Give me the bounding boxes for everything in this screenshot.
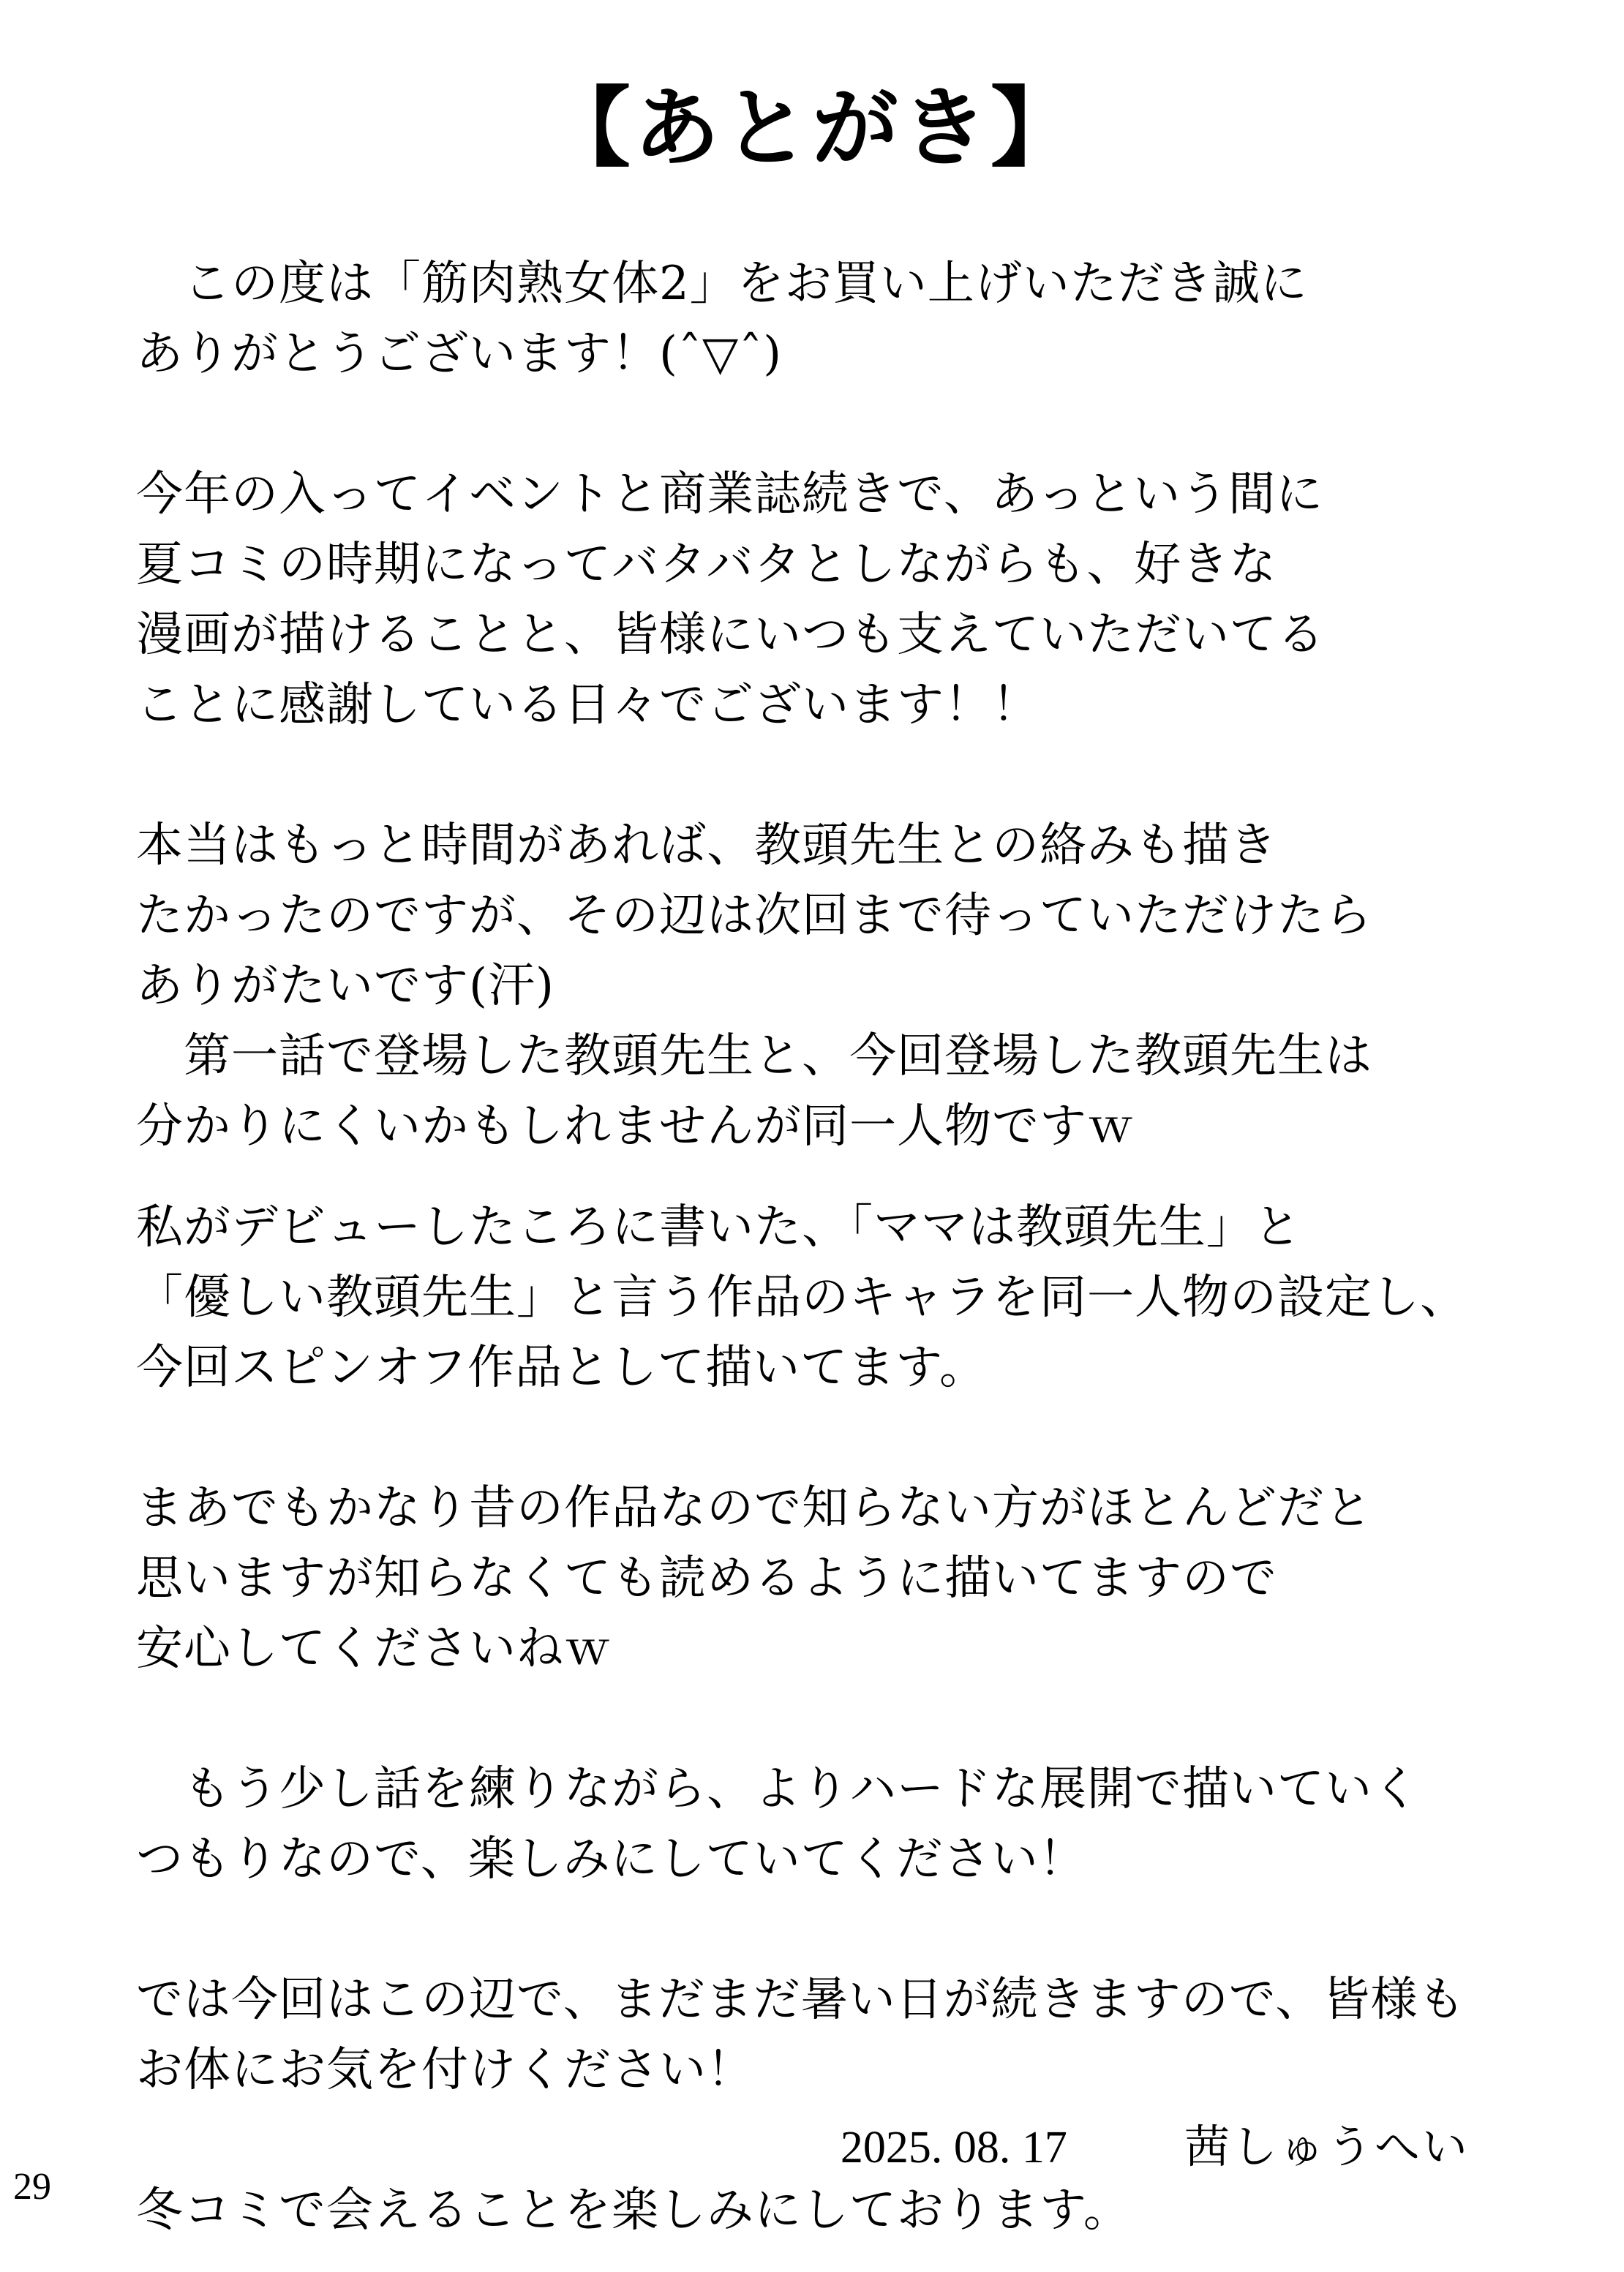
paragraph [136, 1473, 1526, 1684]
text-line: 第一話で登場した教頭先生と、今回登場した教頭先生は [136, 1029, 1372, 1083]
text-line: 思いますが知らなくても読めるように描いてますので [136, 1551, 1277, 1606]
text-line: ありがたいです(汗) [136, 959, 555, 1013]
text-line: では今回はこの辺で、まだまだ暑い日が続きますので、皆様も [136, 1973, 1466, 2027]
signature-author: 茜しゅうへい [1184, 2120, 1470, 2173]
paragraph [136, 1754, 1526, 1895]
text-line: お体にお気を付けください！ [136, 2043, 754, 2097]
text-line: 分かりにくいかもしれませんが同一人物ですｗ [136, 1099, 1135, 1154]
text-line: 本当はもっと時間があれば、教頭先生との絡みも描き [136, 819, 1277, 873]
text-line: 漫画が描けることと、皆様にいつも支えていただいてる [136, 608, 1325, 662]
text-line: この度は「筋肉熟女体2」をお買い上げいただき誠に [136, 257, 1308, 311]
page-title: 【あとがき】 [544, 77, 1080, 178]
text-line: 今年の入ってイベントと商業誌続きで、あっという間に [136, 467, 1324, 522]
text-line: もう少し話を練りながら、よりハードな展開で描いていく [136, 1762, 1420, 1816]
text-line: 安心してくださいねｗ [136, 1622, 612, 1676]
afterword-body [136, 249, 1526, 2246]
text-line: たかったのですが、その辺は次回まで待っていただけたら [136, 889, 1372, 943]
text-line: ありがとうございます！(ˆ▽ˆ) [136, 327, 783, 381]
text-line: まあでもかなり昔の作品なので知らない方がほとんどだと [136, 1481, 1372, 1535]
text-line: 私がデビューしたころに書いた、「ママは教頭先生」と [136, 1200, 1301, 1255]
page-number: 29 [13, 2166, 51, 2208]
paragraph [136, 1192, 1526, 1403]
text-line: ことに感謝している日々でございます！！ [136, 678, 1040, 732]
text-line: 「優しい教頭先生」と言う作品のキャラを同一人物の設定し、 [136, 1271, 1467, 1325]
text-line: 冬コミで会えることを楽しみにしております。 [136, 2183, 1131, 2238]
paragraph [136, 249, 1526, 389]
paragraph [136, 459, 1526, 740]
signature-date: 2025. 08. 17 [840, 2123, 1067, 2173]
paragraph [136, 810, 1526, 1162]
signature [783, 2048, 1470, 2246]
text-line: つもりなので、楽しみにしていてください！ [136, 1832, 1086, 1887]
text-line: 夏コミの時期になってバタバタとしながらも、好きな [136, 538, 1277, 592]
text-line: 今回スピンオフ作品として描いてます。 [136, 1341, 987, 1395]
